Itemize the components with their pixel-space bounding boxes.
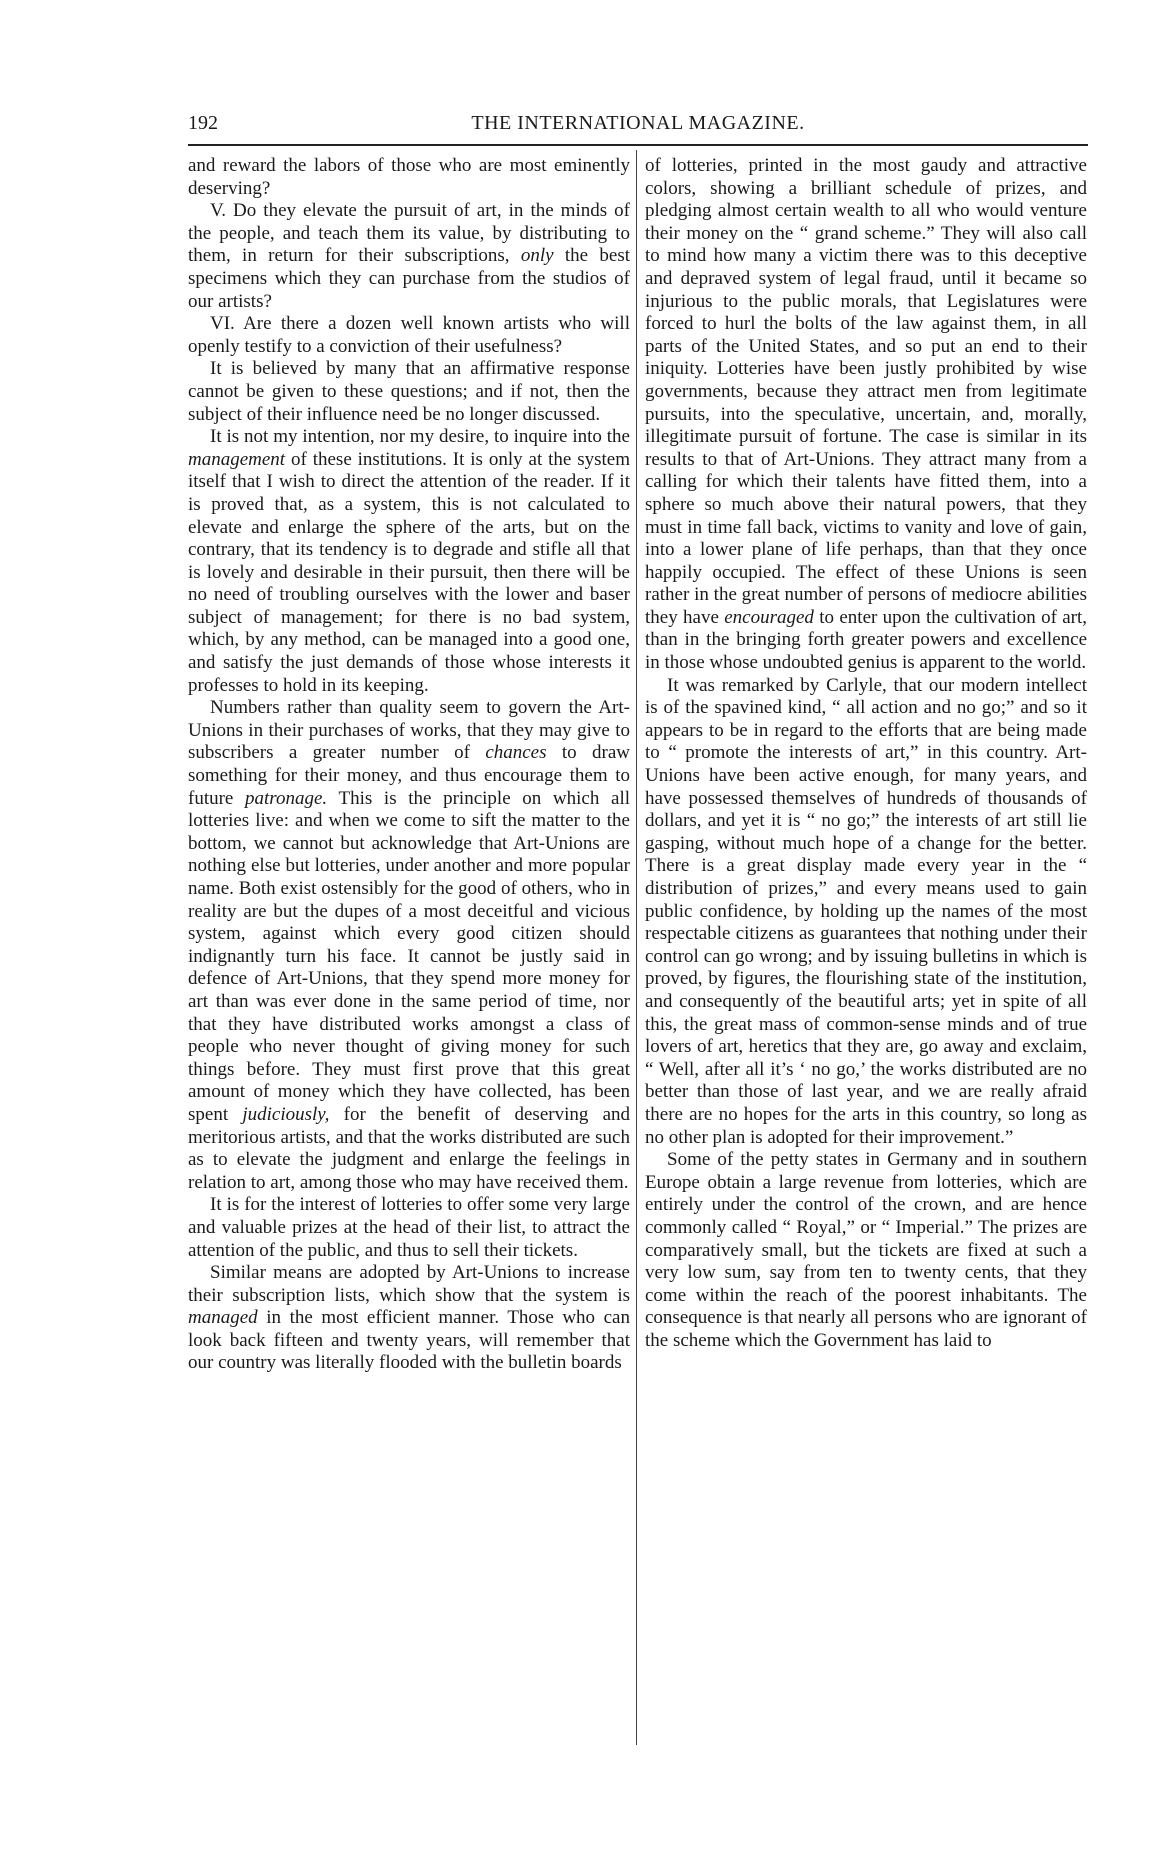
paragraph <box>645 675 1087 1149</box>
emphasis-text: managed <box>188 1307 258 1329</box>
paragraph <box>188 1262 630 1375</box>
paragraph-text: to enter upon the cultivation of art, than in the bringing forth greater powers and excellence in those whose undoubted genius is apparent to the world. <box>645 606 1087 674</box>
paragraph <box>188 313 630 358</box>
paragraph <box>188 200 630 313</box>
emphasis-text: judiciously, <box>242 1103 330 1125</box>
paragraph-text: for the benefit of deserving and meritorious artists, and that the works distributed are such as to elevate the judgment and enlarge the feelings in relation to art, among those who may have received them. <box>188 1103 630 1193</box>
paragraph <box>188 358 630 426</box>
emphasis-text: chances <box>485 742 547 764</box>
paragraph <box>645 155 1087 675</box>
right-column <box>645 155 1087 1745</box>
paragraph <box>188 155 630 200</box>
paragraph-text: Some of the petty states in Germany and in southern Europe obtain a large revenue from lotteries, which are entirely under the control of the crown, and are hence commonly called “ Royal,” or “ Imperial.” The prizes are comparatively small, but the tickets are fixed at such a very low sum, say from ten to twenty cents, that they come within the reach of the poorest inhabitants. The consequence is that nearly all persons who are ignorant of the scheme which the Government has laid to <box>645 1149 1087 1351</box>
paragraph-text: to draw something for their money, and thus encourage them to future <box>188 742 630 809</box>
running-head <box>188 108 1088 138</box>
header-rule <box>188 144 1088 146</box>
paragraph-text: in the most efficient manner. Those who can look back fifteen and twenty years, will remember that our country was literally flooded with the bulletin boards <box>188 1307 630 1374</box>
paragraph-text: Numbers rather than quality seem to govern the Art-Unions in their purchases of works, that they may give to subscribers a greater number of <box>188 697 630 764</box>
paragraph-text: of lotteries, printed in the most gaudy and attractive colors, showing a brilliant schedule of prizes, and pledging almost certain wealth to all who would venture their money on the “ grand scheme.” They will also call to mind how many a victim there was to this deceptive and depraved system of legal fraud, until it became so injurious to the public morals, that Legislatures were forced to hurl the bolts of the law against them, in all parts of the United States, and so put an end to their iniquity. Lotteries have been justly prohibited by wise governments, because they attract men from legitimate pursuits, into the speculative, uncertain, and, morally, illegitimate pursuit of fortune. The case is similar in its results to that of Art-Unions. They attract many from a calling for which their talents have fitted them, into a sphere so much above their natural powers, that they must in time fall back, victims to vanity and love of gain, into a lower plane of life perhaps, than that they once happily occupied. The effect of these Unions is seen rather in the great number of persons of mediocre abilities they have <box>645 155 1087 628</box>
paragraph-text: It was remarked by Carlyle, that our modern intellect is of the spavined kind, “ all action and no go;” and so it appears to be in regard to the efforts that are being made to “ promote the interests of art,” in this country. Art-Unions have been active enough, for many years, and have possessed themselves of hundreds of thousands of dollars, and yet it is “ no go;” the interests of art still lie gasping, without much hope of a change for the better. There is a great display made every year in the “ distribution of prizes,” and every means used to gain public confidence, by holding up the names of the most respectable citizens as guarantees that nothing under their control can go wrong; and by issuing bulletins in which is proved, by figures, the flourishing state of the institution, and consequently of the beautiful arts; yet in spite of all this, the great mass of common-sense minds and of true lovers of art, heretics that they are, go away and exclaim, “ Well, after all it’s ‘ no go,’ the works distributed are no better than those of last year, and we are really afraid there are no hopes for the arts in this country, so long as no other plan is adopted for their improvement.” <box>645 674 1087 1148</box>
paragraph <box>188 697 630 1194</box>
emphasis-text: patronage. <box>245 787 328 809</box>
magazine-title: THE INTERNATIONAL MAGAZINE. <box>471 112 805 134</box>
paragraph <box>645 1149 1087 1352</box>
column-divider <box>636 150 637 1745</box>
paragraph-text: It is believed by many that an affirmative response cannot be given to these questions; and if not, then the subject of their influence need be no longer discussed. <box>188 358 630 425</box>
paragraph <box>188 426 630 697</box>
paragraph-text: and reward the labors of those who are most eminently deserving? <box>188 155 630 199</box>
left-column <box>188 155 630 1745</box>
paragraph-text: VI. Are there a dozen well known artists who will openly testify to a conviction of their usefulness? <box>188 313 630 357</box>
paragraph-text: of these institutions. It is only at the system itself that I wish to direct the attention of the reader. If it is proved that, as a system, this is not calculated to elevate and enlarge the sphere of the arts, but on the contrary, that its tendency is to degrade and stifle all that is lovely and desirable in their pursuit, then there will be no need of troubling ourselves with the lower and baser subject of management; for there is no bad system, which, by any method, can be managed into a good one, and satisfy the just demands of those whose interests it professes to hold in its keeping. <box>188 448 630 696</box>
paragraph <box>188 1194 630 1262</box>
paragraph-text: V. Do they elevate the pursuit of art, in the minds of the people, and teach them its value, by distributing to them, in return for their subscriptions, <box>188 200 630 267</box>
paragraph-text: This is the principle on which all lotteries live: and when we come to sift the matter to the bottom, we cannot but acknowledge that Art-Unions are nothing else but lotteries, under another and more popular name. Both exist ostensibly for the good of others, who in reality are but the dupes of a most deceitful and vicious system, against which every good citizen should indignantly turn his face. It cannot be justly said in defence of Art-Unions, that they spend more money for art than was ever done in the same period of time, nor that they have distributed works amongst a class of people who never thought of giving money for such things before. They must first prove that this great amount of money which they have collected, has been spent <box>188 787 630 1125</box>
emphasis-text: encouraged <box>724 606 814 628</box>
paragraph-text: Similar means are adopted by Art-Unions to increase their subscription lists, which show that the system is <box>188 1262 630 1306</box>
page-number: 192 <box>188 112 218 134</box>
emphasis-text: only <box>520 245 554 267</box>
paragraph-text: the best specimens which they can purchase from the studios of our artists? <box>188 245 630 312</box>
paragraph-text: It is not my intention, nor my desire, to inquire into the <box>210 426 630 448</box>
paragraph-text: It is for the interest of lotteries to offer some very large and valuable prizes at the head of their list, to attract the attention of the public, and thus to sell their tickets. <box>188 1194 630 1261</box>
emphasis-text: management <box>188 448 286 470</box>
